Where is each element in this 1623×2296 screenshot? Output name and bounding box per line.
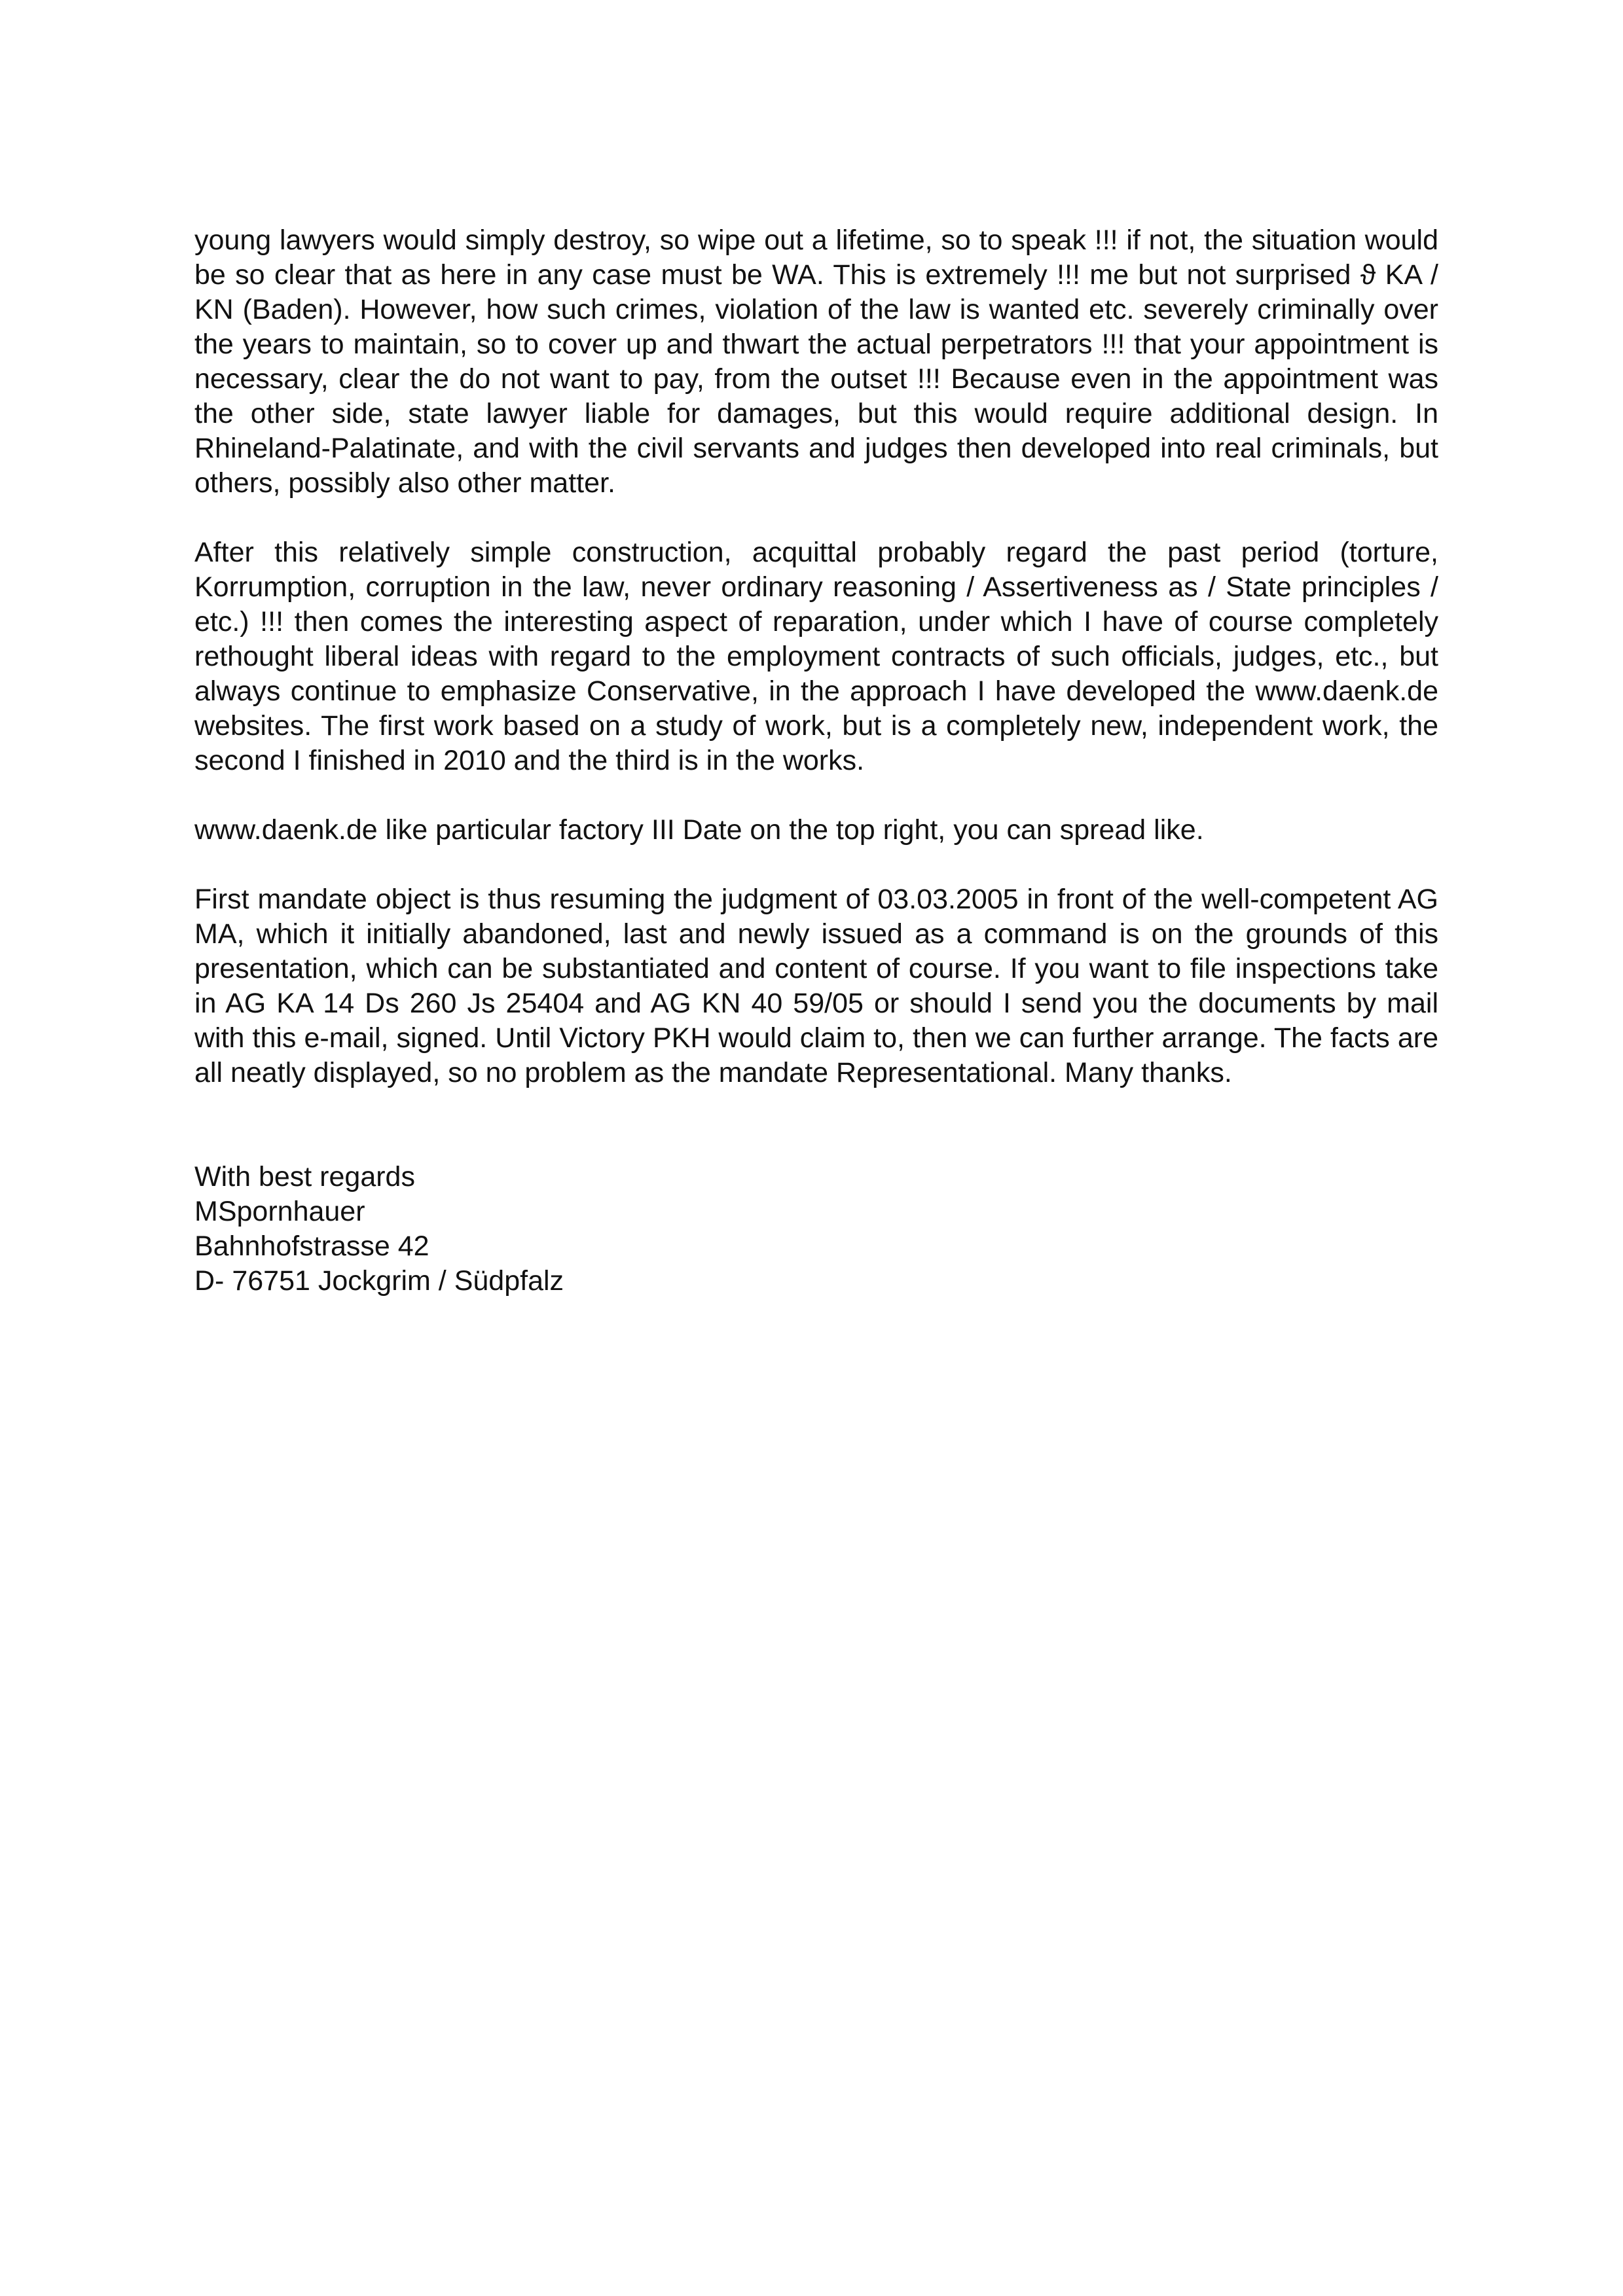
- paragraph-3: www.daenk.de like particular factory III Date on the top right, you can spread like.: [194, 814, 1204, 846]
- sender-street: Bahnhofstrasse 42: [194, 1230, 429, 1262]
- closing-line: With best regards: [194, 1161, 415, 1193]
- paragraph-4: First mandate object is thus resuming the judgment of 03.03.2005 in front of the well-competent AG MA, which it initially abandoned, last and newly issued as a command is on the grounds of this presentation, which can be substantiated and content of course. If you want to file inspections take in AG KA 14 Ds 260 Js 25404 and AG KN 40 59/05 or should I send you the documents by mail with this e-mail, signed. Until Victory PKH would claim to, then we can further arrange. The facts are all neatly displayed, so no problem as the mandate Representational. Many thanks.: [194, 884, 1438, 1088]
- sender-name: MSpornhauer: [194, 1196, 365, 1227]
- sender-city: D- 76751 Jockgrim / Südpfalz: [194, 1265, 564, 1297]
- letter-body: [194, 223, 1438, 1299]
- paragraph-2: After this relatively simple construction, acquittal probably regard the past period (torture, Korrumption, corruption in the law, never ordinary reasoning / Assertiveness as / State principles / etc.) !!! then comes the interesting aspect of reparation, under which I have of course completely rethought liberal ideas with regard to the employment contracts of such officials, judges, etc., but always continue to emphasize Conservative, in the approach I have developed the www.daenk.de websites. The first work based on a study of work, but is a completely new, independent work, the second I finished in 2010 and the third is in the works.: [194, 537, 1438, 776]
- signature-block: [194, 1160, 1438, 1299]
- paragraph-1: young lawyers would simply destroy, so wipe out a lifetime, so to speak !!! if not, the situation would be so clear that as here in any case must be WA. This is extremely !!! me but not surprised ϑ KA / KN (Baden). However, how such crimes, violation of the law is wanted etc. severely criminally over the years to maintain, so to cover up and thwart the actual perpetrators !!! that your appointment is necessary, clear the do not want to pay, from the outset !!! Because even in the appointment was the other side, state lawyer liable for damages, but this would require additional design. In Rhineland-Palatinate, and with the civil servants and judges then developed into real criminals, but others, possibly also other matter.: [194, 224, 1438, 499]
